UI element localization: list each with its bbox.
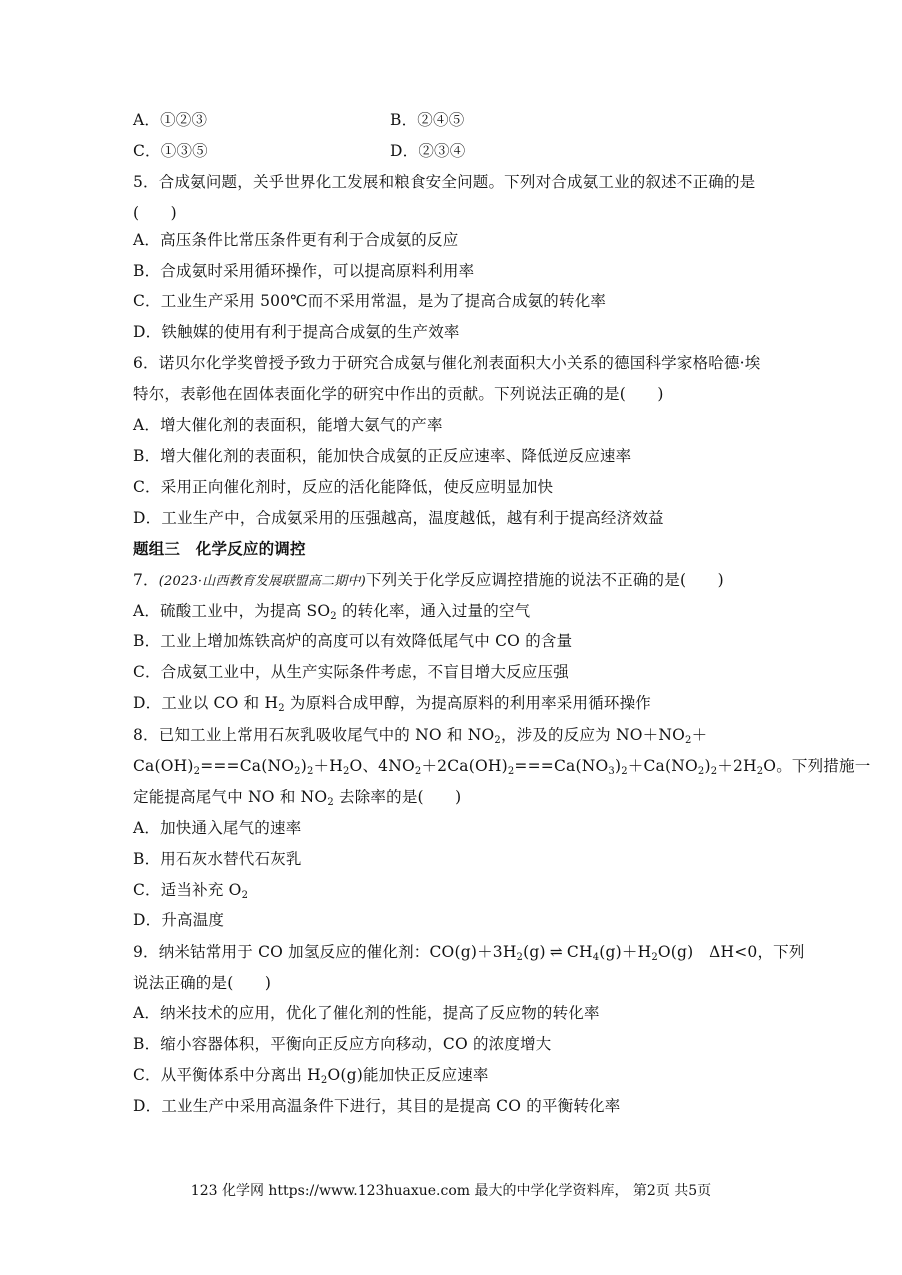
q6-option-d: D．工业生产中，合成氨采用的压强越高，温度越低，越有利于提高经济效益 xyxy=(133,509,664,527)
q4-option-b: B．②④⑤ xyxy=(390,111,465,129)
q8-stem-line3: 定能提高尾气中 NO 和 $NO_2$ 去除率的是( ) xyxy=(133,788,462,808)
q6-stem-line1: 6．诺贝尔化学奖曾授予致力于研究合成氨与催化剂表面积大小关系的德国科学家格哈德·埃 xyxy=(133,354,761,372)
q9-stem-line1: 9．纳米钴常用于 CO 加氢反应的催化剂：$CO(g)+3H_2(g)$ ⇌ $CH_4(g)+H_2O(g)$ ΔH<0，下列 xyxy=(133,943,805,963)
q4-options-row2 xyxy=(133,140,772,162)
q7-stem-text: 下列关于化学反应调控措施的说法不正确的是( ) xyxy=(365,571,724,589)
equilibrium-arrow-icon: ⇌ xyxy=(549,943,563,961)
q4-option-d: D．②③④ xyxy=(390,142,466,160)
q5-blank: ( ) xyxy=(133,204,177,222)
q4-option-a: A．①②③ xyxy=(133,111,208,129)
q7-option-a: A．硫酸工业中，为提高 $SO_2$ 的转化率，通入过量的空气 xyxy=(133,602,531,622)
q5-option-a: A．高压条件比常压条件更有利于合成氨的反应 xyxy=(133,231,459,249)
q8-option-a: A．加快通入尾气的速率 xyxy=(133,819,302,837)
q6-option-b: B．增大催化剂的表面积，能加快合成氨的正反应速率、降低逆反应速率 xyxy=(133,447,632,465)
q9-option-b: B．缩小容器体积，平衡向正反应方向移动，CO 的浓度增大 xyxy=(133,1035,552,1053)
q5-option-d: D．铁触媒的使用有利于提高合成氨的生产效率 xyxy=(133,323,460,341)
q9-option-d: D．工业生产中采用高温条件下进行，其目的是提高 CO 的平衡转化率 xyxy=(133,1097,621,1115)
q7-number: 7． xyxy=(133,571,159,589)
q5-option-c: C．工业生产采用 500℃而不采用常温，是为了提高合成氨的转化率 xyxy=(133,292,607,310)
q5-option-b: B．合成氨时采用循环操作，可以提高原料利用率 xyxy=(133,262,475,280)
q7-source: (2023·山西教育发展联盟高二期中) xyxy=(158,574,366,589)
q5-stem: 5．合成氨问题，关乎世界化工发展和粮食安全问题。下列对合成氨工业的叙述不正确的是 xyxy=(133,173,756,191)
q9-option-a: A．纳米技术的应用，优化了催化剂的性能，提高了反应物的转化率 xyxy=(133,1004,600,1022)
q8-option-c: C．适当补充 $O_2$ xyxy=(133,881,249,901)
q7-option-c: C．合成氨工业中，从生产实际条件考虑，不盲目增大反应压强 xyxy=(133,663,569,681)
q7-stem xyxy=(133,569,772,593)
section-heading: 题组三 化学反应的调控 xyxy=(133,540,306,558)
q4-options-row1 xyxy=(133,109,772,131)
q9-stem-line2: 说法正确的是( ) xyxy=(133,974,272,992)
q4-option-c: C．①③⑤ xyxy=(133,142,208,160)
q8-option-d: D．升高温度 xyxy=(133,911,225,929)
q8-stem-line2: $Ca(OH)_2===Ca(NO_2)_2+H_2O$、$4NO_2+2Ca(OH)_2===Ca(NO_3)_2+Ca(NO_2)_2+2H_2O$。下列措施一 xyxy=(133,757,871,777)
q6-option-a: A．增大催化剂的表面积，能增大氨气的产率 xyxy=(133,416,443,434)
q7-option-b: B．工业上增加炼铁高炉的高度可以有效降低尾气中 CO 的含量 xyxy=(133,632,573,650)
page-footer: 123 化学网 https://www.123huaxue.com 最大的中学化学资料库， 第2页 共5页 xyxy=(190,1183,712,1199)
q8-stem-line1: 8．已知工业上常用石灰乳吸收尾气中的 NO 和 $NO_2$，涉及的反应为 $NO+NO_2+$ xyxy=(133,726,708,746)
q7-option-d: D．工业以 CO 和 $H_2$ 为原料合成甲醇，为提高原料的利用率采用循环操作 xyxy=(133,694,651,714)
q6-option-c: C．采用正向催化剂时，反应的活化能降低，使反应明显加快 xyxy=(133,478,554,496)
q8-option-b: B．用石灰水替代石灰乳 xyxy=(133,850,302,868)
q9-option-c: C．从平衡体系中分离出 $H_2O(g)$能加快正反应速率 xyxy=(133,1066,489,1086)
q6-stem-line2: 特尔，表彰他在固体表面化学的研究中作出的贡献。下列说法正确的是( ) xyxy=(133,385,664,403)
